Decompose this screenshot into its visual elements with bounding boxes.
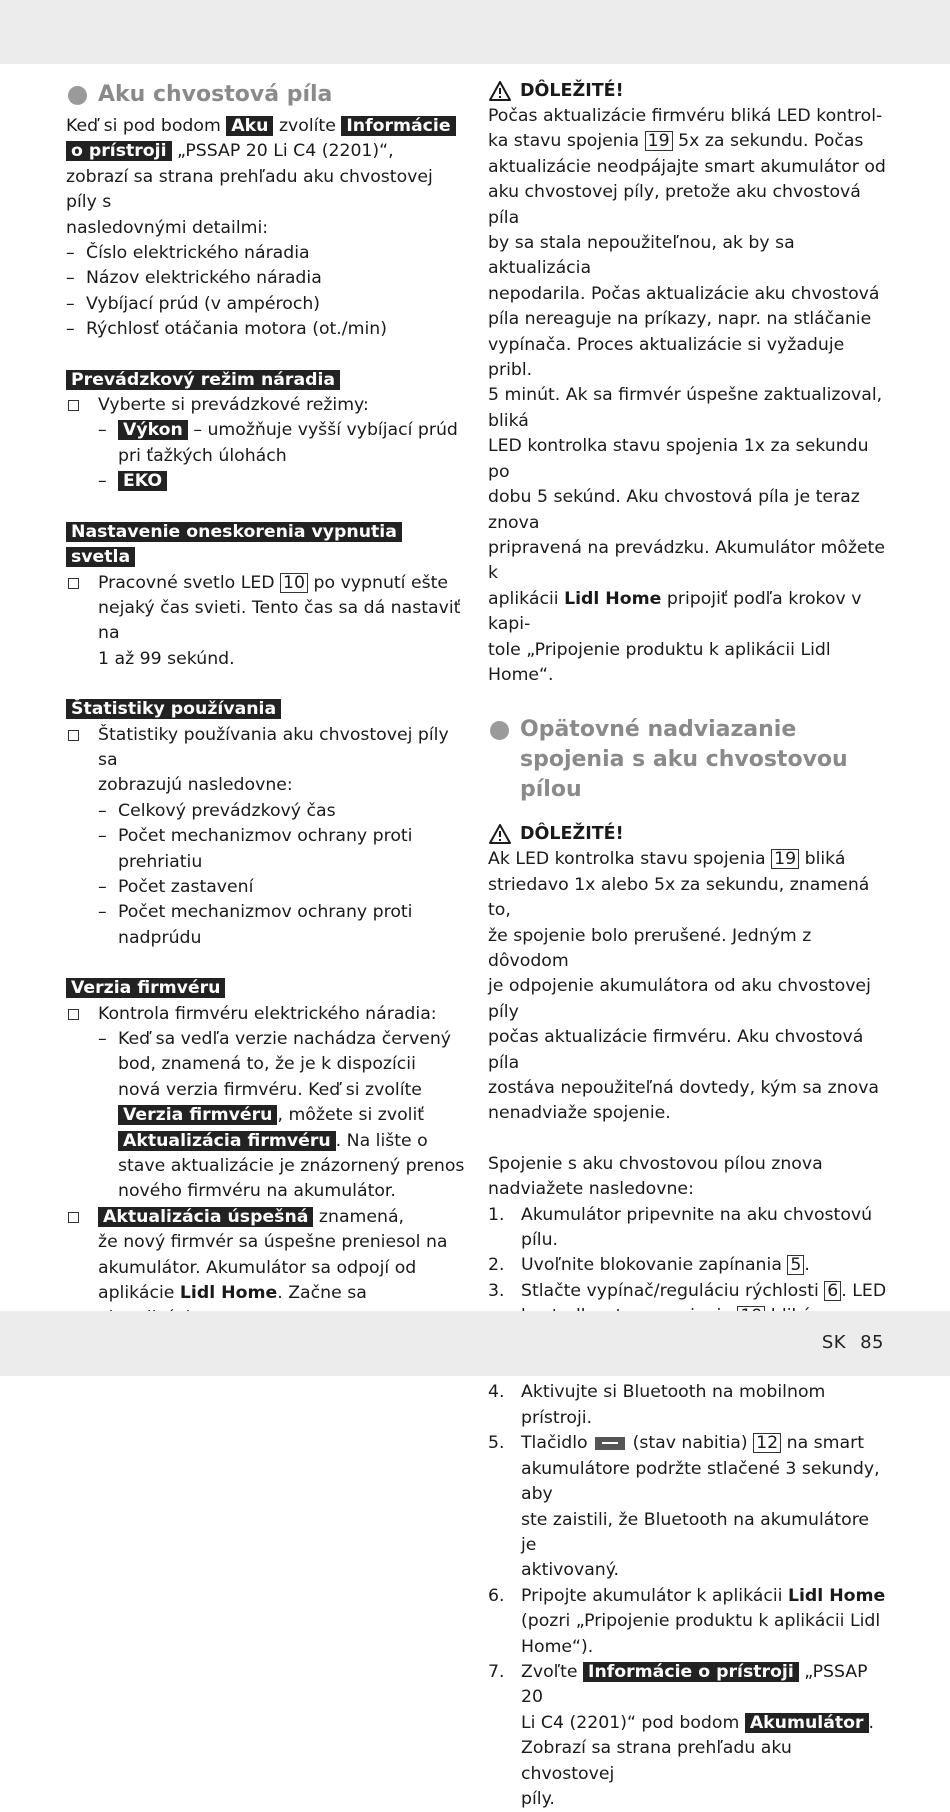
warning-text: by sa stala nepoužiteľnou, ak by sa aktualizácia [488,233,795,279]
ref-number: 12 [753,1433,781,1453]
menu-label-version: Verzia firmvéru [118,1105,277,1125]
firmware-heading: Verzia firmvéru [66,978,225,998]
checkbox-square-icon [68,400,79,411]
mode-vykon-cont: pri ťažkých úlohách [118,445,287,466]
top-band [0,0,950,64]
stats-item-cont: zobrazujú nasledovne: [98,775,293,796]
firmware-detail-cont: Aktualizácia firmvéru . Na lište o [66,1129,466,1154]
left-column [66,78,466,1357]
firmware-success-cont: aplikácie Lidl Home. Začne sa [98,1283,367,1304]
firmware-heading-row [66,976,466,1001]
ref-number: 5 [787,1255,804,1275]
mode-item: Vyberte si prevádzkové režimy: [66,393,466,418]
warning-heading-2: DÔLEŽITÉ! [488,821,888,847]
detail-item: – Vybíjací prúd (v ampéroch) [66,292,466,317]
menu-label-battery: Akumulátor [745,1713,869,1733]
delay-heading-row-1 [66,520,466,545]
menu-label-update: Aktualizácia firmvéru [118,1131,336,1151]
step-3: 3. Stlačte vypínač/reguláciu rýchlosti 6 . LED [488,1280,887,1301]
warning-text: nenadviaže spojenie. [488,1103,671,1124]
delay-heading-row-2 [66,545,466,570]
stats-heading-row [66,697,466,722]
warning-text: aku chvostovej píly, pretože aku chvostová píla [488,182,861,228]
intro-line-2: o prístroji „PSSAP 20 Li C4 (2201)“, [66,139,466,164]
firmware-success-cont: že nový firmvér sa úspešne preniesol na [98,1232,448,1253]
menu-label-success: Aktualizácia úspešná [98,1207,313,1227]
warning-text: tole „Pripojenie produktu k aplikácii Lidl Home“. [488,639,831,685]
warning-text: zostáva nepoužiteľná dovtedy, kým sa znova [488,1078,880,1098]
stats-detail: – Počet mechanizmov ochrany proti [98,902,413,923]
warning-text: striedavo 1x alebo 5x za sekundu, znamená to, [488,874,870,921]
firmware-detail-cont: nová verzia firmvéru. Keď si zvolíte [118,1079,422,1100]
delay-heading-cont: svetla [66,547,135,567]
charge-button-icon [595,1437,625,1450]
step-7-cont: Li C4 (2201)“ pod bodom Akumulátor . [521,1712,875,1733]
detail-item: – Rýchlosť otáčania motora (ot./min) [66,317,466,342]
mode-label-eko: EKO [118,471,167,491]
reconnect-intro: nadviažete nasledovne: [488,1179,694,1200]
stats-heading: Štatistiky používania [66,699,281,719]
stats-detail: – Počet mechanizmov ochrany proti [98,826,413,847]
step-6-cont: (pozri „Pripojenie produktu k aplikácii Lidl [521,1611,881,1632]
firmware-success-cont: akumulátor. Akumulátor sa odpojí od [98,1257,417,1278]
step-5-cont: ste zaistili, že Bluetooth na akumulátore je [521,1509,870,1555]
firmware-success-item: Aktualizácia úspešná znamená, [66,1205,466,1230]
step-7-cont: píly. [521,1788,555,1809]
page-footer [822,1332,884,1353]
mode-eko: – EKO [66,469,466,494]
checkbox-square-icon [68,1212,79,1223]
step-6-cont: Home“). [521,1636,594,1657]
page-number: 85 [860,1332,884,1353]
language-code: SK [821,1332,847,1353]
warning-text: je odpojenie akumulátora od aku chvostovej píly [488,976,871,1022]
mode-label-vykon: Výkon [118,420,188,440]
reconnect-intro: Spojenie s aku chvostovou pílou znova [488,1153,823,1174]
delay-item-cont: nejaký čas svieti. Tento čas sa dá nastaviť na [98,597,461,644]
firmware-detail: – Keď sa vedľa verzie nachádza červený [98,1029,451,1049]
warning-text: pripravená na prevádzku. Akumulátor môžete k [488,537,885,584]
delay-item: Pracovné svetlo LED 10 po vypnutí ešte [66,571,466,596]
step-5-cont: akumulátore podržte stlačené 3 sekundy, aby [521,1458,880,1505]
stats-item: Štatistiky používania aku chvostovej píly sa [66,723,466,774]
step-5: 5. Tlačidlo (stav nabitia) 12 na smart [488,1433,864,1454]
stats-detail: – Počet zastavení [98,876,254,897]
warning-heading-1: DÔLEŽITÉ! [488,78,888,104]
checkbox-square-icon [68,578,79,589]
checkbox-square-icon [68,730,79,741]
ref-number: 10 [280,573,308,593]
delay-item-cont: 1 až 99 sekúnd. [98,648,235,669]
firmware-detail-cont: nového firmvéru na akumulátor. [118,1181,396,1202]
step-4: 4. Aktivujte si Bluetooth na mobilnom prístroji. [488,1382,826,1428]
warning-text: Počas aktualizácie firmvéru bliká LED kontrol- [488,106,883,126]
ref-number: 6 [824,1281,841,1301]
step-5-cont: aktivovaný. [521,1560,619,1581]
stats-detail-cont: nadprúdu [118,927,202,948]
step-2: 2. Uvoľnite blokovanie zapínania 5 . [488,1255,810,1276]
firmware-item: Kontrola firmvéru elektrického náradia: [66,1002,466,1027]
warning-text: nepodarila. Počas aktualizácie aku chvostová [488,283,880,304]
section-title-saw: Aku chvostová píla [66,80,466,110]
step-1: 1. Akumulátor pripevnite na aku chvostovú pílu. [488,1204,873,1251]
mode-heading: Prevádzkový režim náradia [66,370,340,390]
ref-number: 19 [645,131,673,151]
warning-text: ka stavu spojenia 19 5x za sekundu. Počas [488,131,864,152]
stats-detail: – Celkový prevádzkový čas [98,800,336,821]
stats-detail-cont: prehriatiu [118,851,203,872]
detail-item: – Číslo elektrického náradia [66,241,466,266]
step-7-cont: Zobrazí sa strana prehľadu aku chvostovej [521,1738,792,1784]
warning-text: vypínača. Proces aktualizácie si vyžaduje pribl. [488,334,845,381]
bottom-band [0,1311,950,1376]
intro-line-4: nasledovnými detailmi: [66,217,269,238]
warning-text: počas aktualizácie firmvéru. Aku chvostová píla [488,1027,864,1073]
right-column [488,78,888,1812]
detail-item: – Názov elektrického náradia [66,266,466,291]
mode-heading-row [66,368,466,393]
warning-triangle-icon [489,81,511,101]
intro-line-3: zobrazí sa strana prehľadu aku chvostovej píly s [66,166,433,213]
ref-number: 19 [771,849,799,869]
bullet-dot-icon [490,721,509,740]
warning-text: aplikácii Lidl Home pripojiť podľa krokov v kapi- [488,588,862,635]
firmware-detail-cont: stave aktualizácie je znázornený prenos [118,1156,465,1177]
warning-text: Ak LED kontrolka stavu spojenia 19 bliká [488,849,846,870]
warning-text: aktualizácie neodpájajte smart akumulátor od [488,156,886,177]
warning-text: že spojenie bolo prerušené. Jedným z dôvodom [488,925,812,971]
step-7: 7. Zvoľte Informácie o prístroji „PSSAP 20 [488,1661,868,1708]
warning-text: 5 minút. Ak sa firmvér úspešne zaktualizoval, bliká [488,385,883,431]
warning-text: LED kontrolka stavu spojenia 1x za sekundu po [488,436,869,482]
step-6: 6. Pripojte akumulátor k aplikácii Lidl Home [488,1585,886,1606]
menu-label-device: o prístroji [66,141,172,161]
bullet-dot-icon [68,86,87,105]
menu-label-info: Informácie [341,116,455,136]
menu-label-aku: Aku [226,116,273,136]
warning-triangle-icon [489,824,511,844]
section-title-reconnect: Opätovné nadviazanie spojenia s aku chvostovou pílou [488,715,888,805]
intro-line-1: Keď si pod bodom Aku zvolíte Informácie [66,114,466,139]
firmware-detail-cont: Verzia firmvéru , môžete si zvoliť [66,1103,466,1128]
warning-text: píla nereaguje na príkazy, napr. na stláčanie [488,309,872,330]
warning-text: dobu 5 sekúnd. Aku chvostová píla je teraz znova [488,487,860,533]
mode-vykon: – Výkon – umožňuje vyšší vybíjací prúd [98,420,458,441]
menu-label-device-info: Informácie o prístroji [583,1662,799,1682]
delay-heading: Nastavenie oneskorenia vypnutia [66,522,402,542]
firmware-detail-cont: bod, znamená to, že je k dispozícii [118,1054,416,1075]
checkbox-square-icon [68,1009,79,1020]
